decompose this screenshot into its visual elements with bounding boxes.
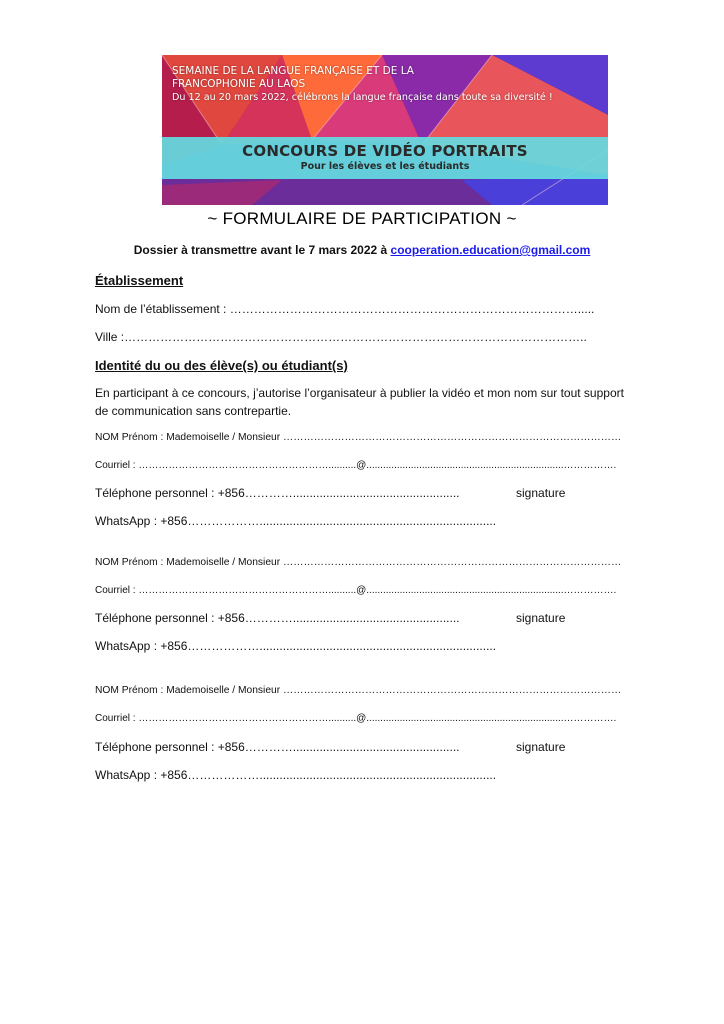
participant-3-phone-field[interactable]: Téléphone personnel : +856………….................................................. — [95, 740, 460, 754]
deadline-notice — [0, 243, 724, 257]
participant-2-phone-field[interactable]: Téléphone personnel : +856………….................................................. — [95, 611, 460, 625]
banner-line-1: SEMAINE DE LA LANGUE FRANÇAISE ET DE LA — [172, 65, 414, 77]
form-title: ~ FORMULAIRE DE PARTICIPATION ~ — [207, 209, 517, 228]
authorization-line-1: En participant à ce concours, j’autorise l’organisateur à publier la vidéo et mon nom sur tout support — [95, 386, 624, 400]
participant-1-whatsapp-field[interactable]: WhatsApp : +856………………....................................................................... — [95, 514, 497, 528]
section-identite-heading: Identité du ou des élève(s) ou étudiant(s) — [95, 358, 348, 373]
participant-3-name-field[interactable]: NOM Prénom : Mademoiselle / Monsieur ……………………………………………………………………………………… — [95, 685, 622, 696]
participant-2-email-field[interactable]: Courriel : …………………………………………………..........@.......................................................................……………. — [95, 585, 617, 596]
participant-2-name-field[interactable]: NOM Prénom : Mademoiselle / Monsieur ……………………………………………………………………………………… — [95, 557, 622, 568]
participant-1-email-field[interactable]: Courriel : …………………………………………………..........@.......................................................................……………. — [95, 460, 617, 471]
participant-1-phone-field[interactable]: Téléphone personnel : +856………….................................................. — [95, 486, 460, 500]
section-etablissement-heading: Établissement — [95, 273, 184, 288]
banner-event-text — [172, 65, 602, 104]
banner-title-strip — [162, 137, 608, 179]
participant-3-signature-label: signature — [516, 740, 566, 754]
contest-subtitle: Pour les élèves et les étudiants — [300, 161, 470, 172]
authorization-statement — [95, 384, 655, 420]
participant-2-whatsapp-field[interactable]: WhatsApp : +856………………....................................................................... — [95, 639, 497, 653]
banner-line-3: Du 12 au 20 mars 2022, célébrons la langue française dans toute sa diversité ! — [172, 92, 553, 103]
participant-3-whatsapp-field[interactable]: WhatsApp : +856………………....................................................................... — [95, 768, 497, 782]
banner-line-2: FRANCOPHONIE AU LAOS — [172, 78, 306, 90]
participant-2-signature-label: signature — [516, 611, 566, 625]
contest-title: CONCOURS DE VIDÉO PORTRAITS — [242, 142, 528, 160]
participant-3-email-field[interactable]: Courriel : …………………………………………………..........@.......................................................................……………. — [95, 713, 617, 724]
participant-1-name-field[interactable]: NOM Prénom : Mademoiselle / Monsieur ……………………………………………………………………………………… — [95, 432, 622, 443]
participant-1-signature-label: signature — [516, 486, 566, 500]
etablissement-name-field[interactable]: Nom de l’établissement : ……………………………………………………………………………..... — [95, 302, 595, 316]
contest-banner — [162, 55, 608, 205]
deadline-text: Dossier à transmettre avant le 7 mars 2022 à — [133, 243, 391, 257]
contact-email-link[interactable]: cooperation.education@gmail.com — [390, 243, 591, 257]
authorization-line-2: de communication sans contrepartie. — [95, 404, 292, 418]
etablissement-city-field[interactable]: Ville :…………………………………………………………………………………………………….. — [95, 330, 587, 344]
